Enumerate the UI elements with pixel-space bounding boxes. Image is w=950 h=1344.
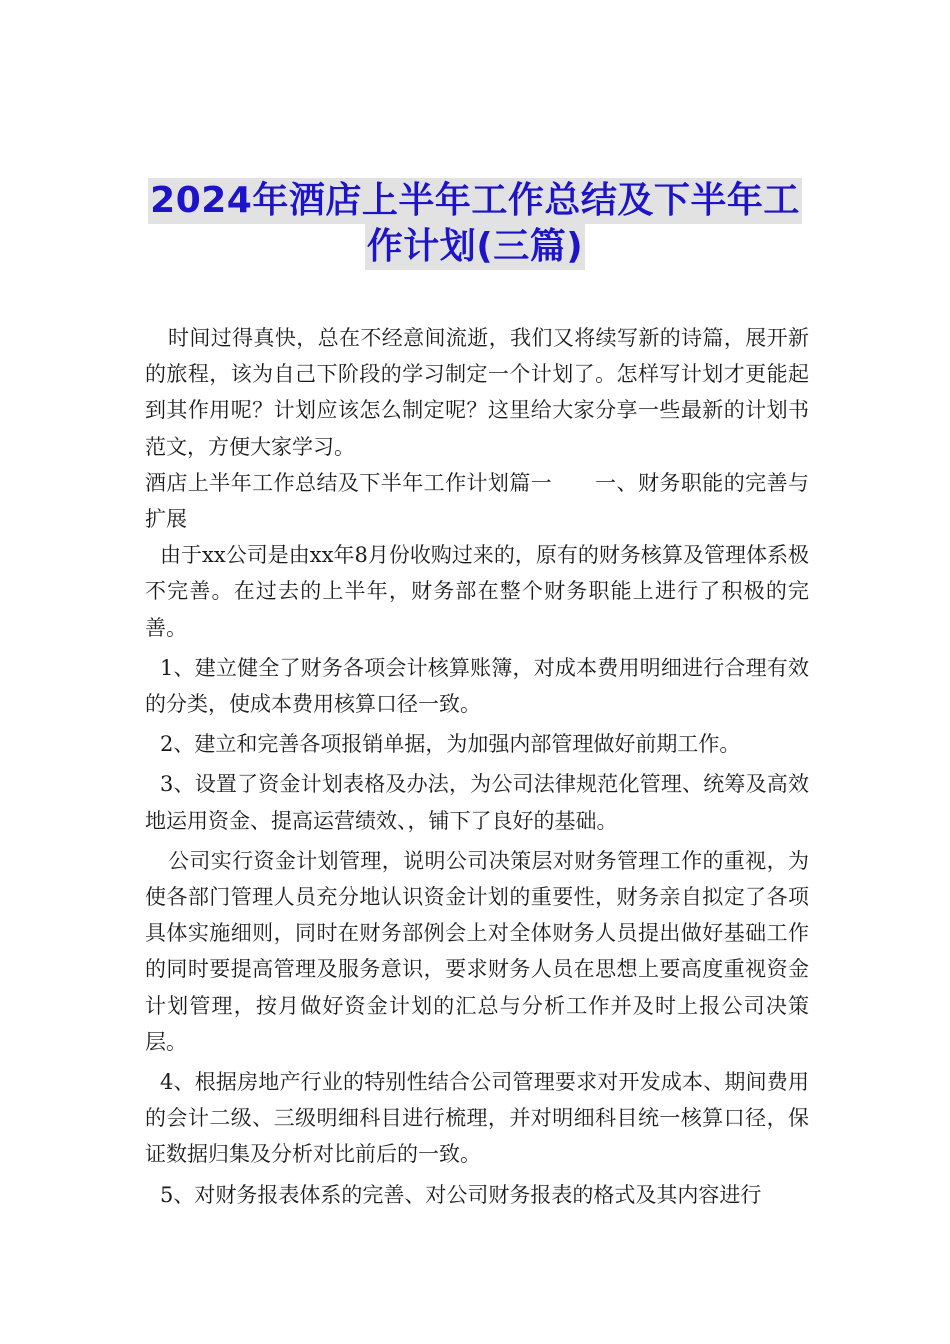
body-paragraph: 公司实行资金计划管理，说明公司决策层对财务管理工作的重视，为使各部门管理人员充分地认识资金计划的重要性，财务亲自拟定了各项具体实施细则，同时在财务部例会上对全体财务人员提出做好基础工作的同时要提高管理及服务意识，要求财务人员在思想上要高度重视资金计划管理，按月做好资金计划的汇总与分析工作并及时上报公司决策层。 (145, 848, 809, 1054)
intro-paragraph: 时间过得真快，总在不经意间流逝，我们又将续写新的诗篇，展开新的旅程，该为自己下阶段的学习制定一个计划了。怎样写计划才更能起到其作用呢？计划应该怎么制定呢？这里给大家分享一些最新的计划书范文，方便大家学习。 (145, 326, 809, 459)
title-line-1: 2024年酒店上半年工作总结及下半年工 (148, 178, 802, 224)
document-title (100, 178, 850, 270)
title-line-2: 作计划(三篇) (365, 224, 585, 270)
document-body (145, 320, 809, 1213)
list-item: 2、建立和完善各项报销单据，为加强内部管理做好前期工作。 (160, 732, 741, 757)
list-item: 5、对财务报表体系的完善、对公司财务报表的格式及其内容进行 (160, 1182, 762, 1207)
body-paragraph: 由于xx公司是由xx年8月份收购过来的，原有的财务核算及管理体系极不完善。在过去的上半年，财务部在整个财务职能上进行了积极的完善。 (145, 543, 809, 640)
list-item: 4、根据房地产行业的特别性结合公司管理要求对开发成本、期间费用的会计二级、三级明细科目进行梳理，并对明细科目统一核算口径，保证数据归集及分析对比前后的一致。 (145, 1070, 809, 1167)
list-item: 1、建立健全了财务各项会计核算账簿，对成本费用明细进行合理有效的分类，使成本费用核算口径一致。 (145, 655, 809, 717)
section-heading: 酒店上半年工作总结及下半年工作计划篇一 一、财务职能的完善与扩展 (145, 470, 809, 532)
list-item: 3、设置了资金计划表格及办法，为公司法律规范化管理、统筹及高效地运用资金、提高运营绩效、，铺下了良好的基础。 (145, 772, 809, 833)
